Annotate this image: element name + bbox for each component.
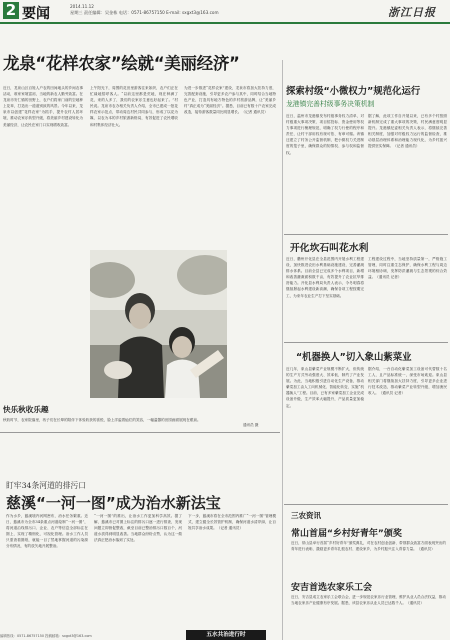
lead-headline: 龙泉“花样农家”绘就“美丽经济” [3, 54, 240, 73]
explore-headline: 探索村级“小微权力”规范化运行 [286, 86, 421, 97]
lead-body-col3: 为进一步推进“花样农家”建设，龙泉市将加大扶持力度，完善配套设施，引导更多农户参与其中，同时结合当地特色产业，打造具有地方特色的乡村旅游品牌，让“美丽乡村”真正成为“美丽经济”。据悉，目前已有数十户农家完成改造，接待游客数量同比明显增长。（记者 通讯员） [184, 86, 276, 115]
lead-body-col1: 近日，龙泉山区百姓人户农的田间地头的乡间农事活动，谁家家境富裕，当地的新农人勤劳致富。在龙泉市安仁镇的田野上，农户们将家门前的空地种上花草，打造出一道道别致的风景。今年以来，龙泉市以创建“花样农家”为抓手，提升农村人居环境，推动农家乐转型升级，将美丽乡村建设转化为美丽经济，让农民在家门口实现增收致富。 [3, 86, 83, 127]
section-title: 要闻 [22, 6, 50, 22]
photo-divider [0, 432, 280, 433]
photo-caption: 秋收时节，农家院落里，孩子们在长辈的陪伴下体验收获的喜悦，脸上洋溢着灿烂的笑容，一幅温馨的田园画面展现在眼前。 [3, 418, 201, 422]
cixi-kicker: 盯牢34条河道的排污口 [6, 481, 87, 490]
issue-date: 2014.11.12 [70, 4, 94, 9]
harvest-photo [90, 250, 227, 398]
water-headline: 开化坎石叫花水利 [290, 243, 369, 254]
explore-body-col1: 近日，温州市龙港镇发布村级事务权力清单，对村级重大事项决策、项目招投标、资金使用等权力事项进行梳理规范，明确了权力行使的程序和责任，让村干部用权有规可依、有章可循。该镇还建立了村务公开监督机制，把小微权力关进制度的笼子里，确保群众的知情权、参与权和监督权。 [286, 114, 364, 155]
lead-body-col2: 上午阳光下，周围的花田里游客往来如织，农户们正在忙碌地招呼客人。“以前这里都是荒地，现在种满了花，来的人多了，我们的农家乐生意也好起来了。”村民说。龙泉市农办相关负责人介绍，全市已建成一批花样农家示范点，带动周边村民共同参与，形成了以花为媒、以农为本的乡村旅游新格局，有效促进了农民增收和村集体经济壮大。 [90, 86, 178, 127]
photo-title: 快乐秋收乐趣 [3, 405, 49, 414]
water-body-col1: 近日，衢州开化县在全县范围内开展水利工程建设，加快推进农田水利基础设施建设，完善灌溉排水体系。目前全县已完成多个水利项目，新增和改善灌溉面积数千亩，有效提升了农业抗旱排涝能力。开化县水利局负责人表示，今冬明春将继续掀起水利建设新高潮，确保各项工程按期完工，为来年农业生产打下坚实基础。 [286, 257, 364, 298]
footer-contact: 编辑热线：0571-86757150 投稿邮箱：sxgxt3@163.com [0, 634, 92, 638]
masthead-rule [0, 22, 450, 24]
ecommerce-body-col1: 近几年，象山县紫菜产业规模不断扩大，但传统的生产方式劳动强度大、效率低，制约了产业发展。为此，当地积极引进自动化生产设备，推动紫菜加工由人工向机械化、智能化转变，实施“机器换人”工程。目前，已有多家紫菜加工企业完成设备升级，生产效率大幅提升，产品质量更加稳定。 [286, 367, 364, 408]
cixi-body-col3: 下一步，慈溪市将在全市范围内推广“一河一图”管理模式，建立健全长效管护机制，确保河道水清岸绿，让百姓共享治水成果。（记者 通讯员） [188, 514, 276, 531]
editor-contact: 星期三 责任编辑：吴金栋 电话：0571-86757150 E-mail: sxgxt3@163.com [70, 9, 219, 15]
divider-2 [284, 342, 448, 343]
agritourism-headline: 安吉首选农家乐工会 [291, 583, 373, 593]
divider-1 [284, 234, 448, 235]
cixi-headline: 慈溪“一河一图”成为治水新法宝 [6, 494, 221, 512]
newspaper-logo: 浙江日报 [388, 6, 436, 19]
explore-body-col2: 据了解，此项工作自开展以来，已有多个村按照新机制完成了重大事项的决策，村民满意度明显提升。龙港镇纪委相关负责人表示，将继续完善相关制度，加强对村级权力运行的监督检查，推动基层治理体系和治理能力现代化，为乡村振兴提供坚实保障。（记者 通讯员） [368, 114, 447, 149]
water-body-col2: 工程建设过程中，当地坚持质量第一，严格施工管理，同时注重生态保护，确保水利工程与周边环境相协调，发挥防洪灌溉与生态景观的综合效益。（通讯员 记者） [368, 257, 447, 280]
cixi-body-col2: “一河一图”的推出，让治水工作更加科学高效。据了解，慈溪市已对图上标注的排污口逐一进行排查，发现问题立即督促整改，截至目前已整治排污口数百个，河道水质得到明显改善。当地群众纷纷点赞，认为这一做法真正把治水落到了实处。 [94, 514, 182, 543]
photo-credit: 通讯员 摄 [243, 423, 259, 427]
cixi-body-col1: 作为水乡，慈溪境内河网密布，治水任务繁重。近日，慈溪市为全市34条重点河道绘制“一河一图”，将河道沿线排污口、企业、农户等信息全部标注在图上，实现了精细化、可视化管理。治水工作人员只需查看图纸，就能一目了然地掌握河道的污染源分布情况，有的放矢地开展整治。 [6, 514, 88, 549]
youth-award-body: 近日，常山县举行首届“乡村好青年”颁奖典礼，对在农村创业创新、带领群众致富方面表现突出的青年进行表彰，激励更多青年扎根农村、建设家乡，为乡村振兴注入青春力量。（通讯员） [291, 541, 446, 552]
explore-subhead: 龙港镇完善村级事务决策机制 [286, 100, 375, 108]
ecommerce-headline: “机器换人”切入象山紫菜业 [296, 352, 412, 363]
column-divider [282, 60, 283, 640]
divider-3 [284, 504, 448, 505]
page-number: 2 [3, 2, 19, 19]
youth-award-headline: 常山首届“乡村好青年”颁奖 [291, 529, 402, 539]
ecommerce-body-col2: 据介绍，一台自动化紫菜加工设备可代替数十名工人，且产品标准统一，深受市场欢迎。象山县相关部门将继续加大扶持力度，引导更多企业进行技术改造，推动紫菜产业转型升级，增加渔民收入。（通讯员 记者） [368, 367, 447, 396]
five-water-box: 五水共治进行时 [186, 630, 266, 640]
masthead-meta [70, 4, 219, 15]
agritourism-body: 近日，安吉县成立农家乐工会联合会，进一步规范农家乐行业管理，维护从业人员合法权益，推动当地农家乐产业健康有序发展。据悉，该县农家乐从业人员已达数千人。（通讯员） [291, 595, 446, 606]
news-brief-kicker: 三农资讯 [291, 511, 321, 520]
